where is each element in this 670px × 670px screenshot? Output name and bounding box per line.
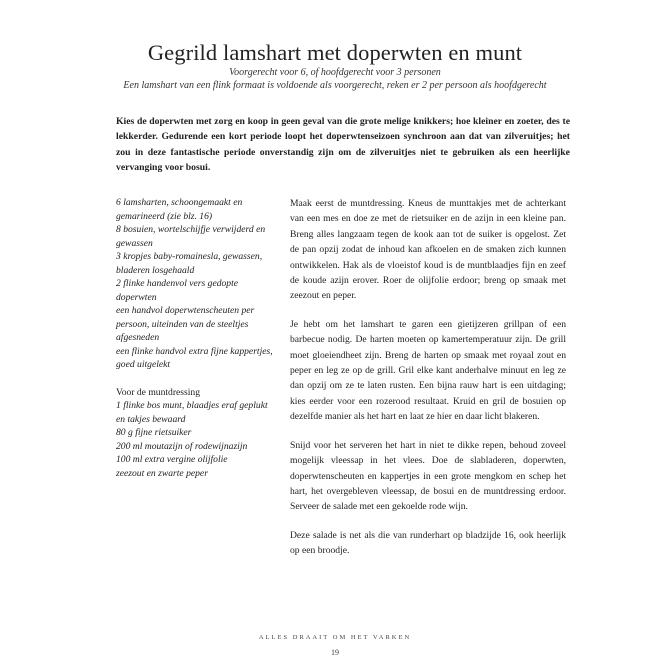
method-paragraph: Deze salade is net als die van runderhart op bladzijde 16, ook heerlijk op een broodje.	[290, 529, 566, 557]
ingredients-column	[116, 196, 276, 480]
ingredient-item: een handvol doperwtenscheuten per persoon, uiteinden van de steeltjes afgesneden	[116, 305, 255, 343]
page-number: 19	[331, 648, 339, 657]
recipe-title: Gegrild lamshart met doperwten en munt	[147, 40, 523, 65]
subtitle-note: Een lamshart van een flink formaat is voldoende als voorgerecht, reken er 2 per persoon als hoofdgerecht	[123, 80, 547, 91]
recipe-subtitle	[0, 66, 670, 92]
dressing-ingredient-item: 200 ml moutazijn of rodewijnazijn	[116, 440, 248, 452]
method-paragraph: Maak eerst de muntdressing. Kneus de munttakjes met de achterkant van een mes en doe ze met de rietsuiker en de azijn in een kleine pan. Breng alles langzaam tegen de kook aan tot de suiker is opgelost. Zet de pan opzij zodat de inhoud kan afkoelen en de smaken zich kunnen ontwikkelen. Hak als de vloeistof koud is de muntblaadjes fijn en zeef de koude azijn erover. Roer de olijfolie erdoor; breng op smaak met zeezout en peper.	[290, 198, 566, 302]
intro-paragraph: Kies de doperwten met zorg en koop in geen geval van die grote melige knikkers; hoe kleiner en zoeter, des te lekkerder. Gedurende een kort periode loopt het doperwtenseizoen synchroon aan dat van zilveruitjes; het zou in deze fantastische periode onverstandig zijn om de zilveruitjes niet te gebruiken als een heerlijke vervanging voor bosui.	[116, 116, 570, 173]
dressing-ingredient-item: 100 ml extra vergine olijfolie	[116, 454, 228, 465]
subtitle-servings: Voorgerecht voor 6, of hoofdgerecht voor 3 personen	[229, 67, 441, 78]
ingredient-item: een flinke handvol extra fijne kappertjes, goed uitgelekt	[116, 345, 273, 370]
dressing-ingredient-item: 1 flinke bos munt, blaadjes eraf geplukt en takjes bewaard	[116, 400, 268, 425]
method-paragraph: Snijd voor het serveren het hart in niet te dikke repen, behoud zoveel mogelijk vleessap in het vlees. Doe de slabladeren, doperwten, doperwtenscheuten en kappertjes in een grote mengkom en schep het hart, het overgebleven vleessap, de bosui en de muntdressing erdoor. Serveer de salade met een gekoelde rode wijn.	[290, 439, 566, 513]
ingredient-item: 2 flinke handenvol vers gedopte doperwten	[116, 278, 239, 303]
ingredient-item: 6 lamsharten, schoongemaakt en gemarineerd (zie blz. 16)	[116, 197, 243, 222]
method-paragraph: Je hebt om het lamshart te garen een gietijzeren grillpan of een barbecue nodig. De harten moeten op kamertemperatuur zijn. De grill moet gloeiendheet zijn. Breng de harten op smaak met royaal zout en peper en leg ze op de grill. Gril elke kant anderhalve minuut en leg ze dan opzij om ze te laten rusten. Een bijna rauw hart is een uitdaging; kies eerder voor een rozerood resultaat. Kruid en gril de bosuien op dezelfde manier als het hart en laat ze hier en daar licht blakeren.	[290, 318, 566, 423]
ingredient-item: 3 kropjes baby-romainesla, gewassen, bladeren losgehaald	[116, 251, 263, 276]
method-column	[290, 196, 566, 572]
running-footer: ALLES DRAAIT OM HET VARKEN	[258, 634, 412, 641]
ingredient-item: 8 bosuien, wortelschijfje verwijderd en gewassen	[116, 224, 266, 249]
dressing-heading: Voor de muntdressing	[116, 386, 201, 398]
dressing-ingredient-item: 80 g fijne rietsuiker	[116, 427, 192, 438]
dressing-ingredient-item: zeezout en zwarte peper	[116, 467, 208, 479]
